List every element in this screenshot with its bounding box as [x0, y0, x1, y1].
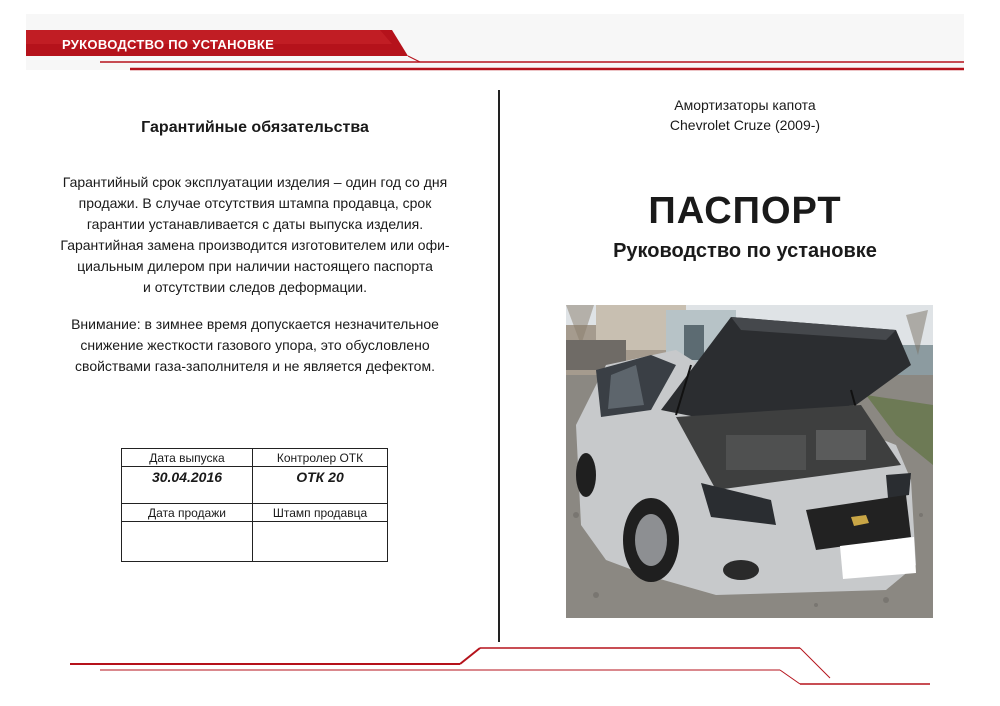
winter-warning-paragraph: [30, 314, 480, 377]
qc-label: Контролер ОТК: [253, 449, 388, 467]
banner-title: РУКОВОДСТВО ПО УСТАНОВКЕ: [62, 37, 275, 52]
warning-line: свойствами газа-заполнителя и не является дефектом.: [75, 358, 435, 374]
warranty-line: продажи. В случае отсутствия штампа продавца, срок: [78, 195, 432, 211]
qc-value: ОТК 20: [253, 467, 388, 504]
seller-stamp-field: [253, 522, 388, 562]
warning-line: Внимание: в зимнее время допускается незначительное: [71, 316, 439, 332]
passport-title: ПАСПОРТ: [648, 190, 842, 232]
release-date-value: 30.04.2016: [122, 467, 253, 504]
sale-date-label: Дата продажи: [122, 504, 253, 522]
footer-decoration: [0, 630, 1000, 706]
product-name: [555, 95, 935, 135]
page-divider: [498, 90, 500, 642]
warning-line: снижение жесткости газового упора, это обусловлено: [80, 337, 430, 353]
warranty-paragraph: [30, 172, 480, 298]
seller-stamp-label: Штамп продавца: [253, 504, 388, 522]
stamp-table: [121, 448, 388, 562]
warranty-line: и отсутствии следов деформации.: [142, 279, 367, 295]
release-date-label: Дата выпуска: [122, 449, 253, 467]
product-model: Chevrolet Cruze (2009-): [669, 117, 821, 133]
sale-date-field: [122, 522, 253, 562]
warranty-line: Гарантийная замена производится изготовителем или офи-: [60, 237, 450, 253]
car-photo: [566, 305, 933, 618]
install-guide-subtitle: Руководство по установке: [613, 240, 877, 262]
warranty-line: циальным дилером при наличии настоящего паспорта: [77, 258, 433, 274]
warranty-line: Гарантийный срок эксплуатации изделия – один год со дня: [62, 174, 448, 190]
warranty-line: гарантии устанавливается с даты выпуска изделия.: [86, 216, 424, 232]
warranty-title: Гарантийные обязательства: [141, 119, 369, 136]
product-line: Амортизаторы капота: [674, 97, 816, 113]
